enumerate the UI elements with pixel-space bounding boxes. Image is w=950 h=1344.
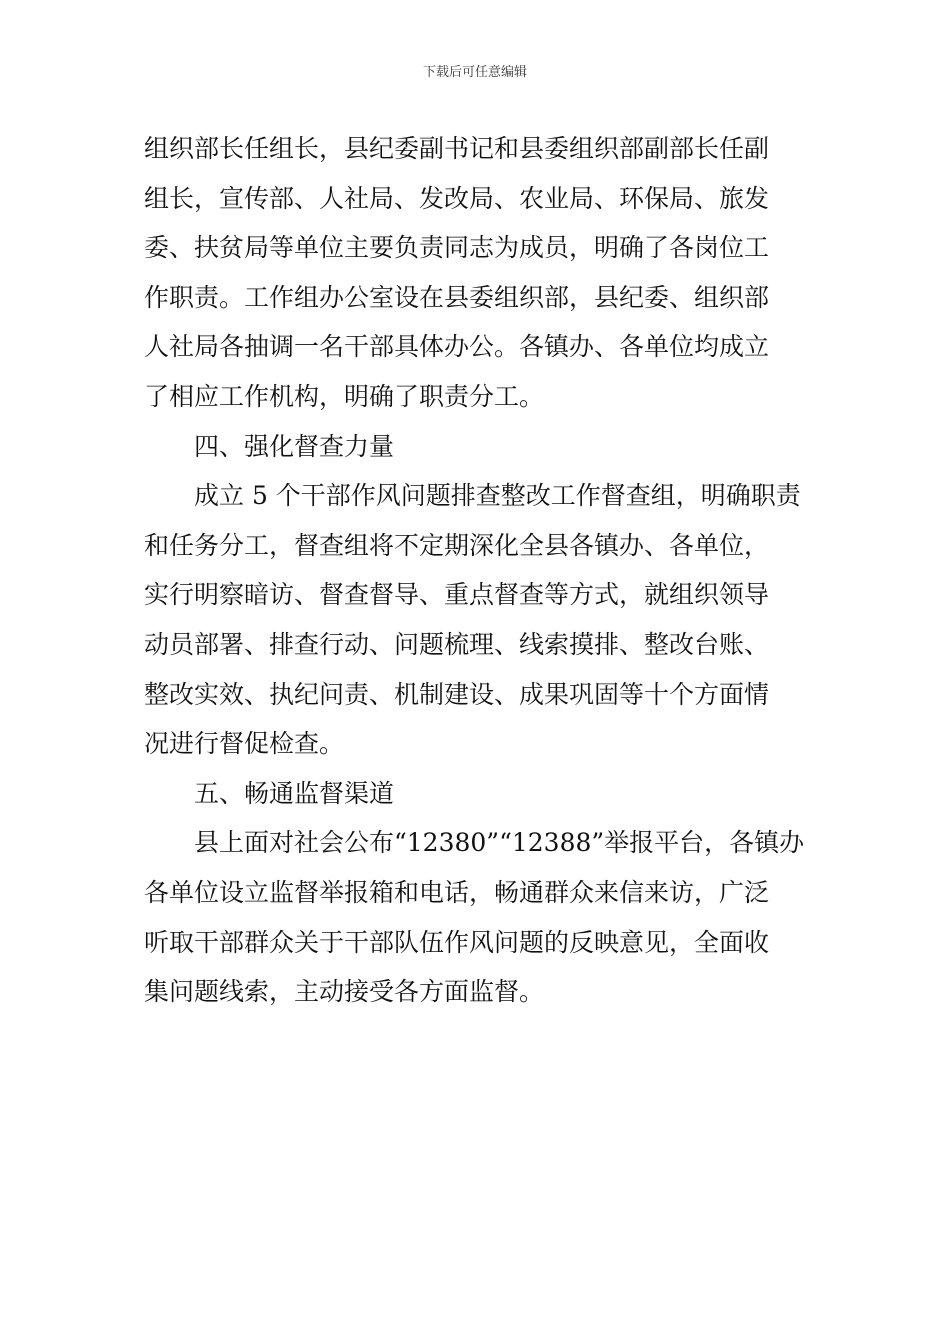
page-header-note: 下载后可任意编辑 [422, 65, 527, 80]
paragraph-line: 委、扶贫局等单位主要负责同志为成员，明确了各岗位工 [144, 233, 770, 263]
paragraph-line: 组长，宣传部、人社局、发改局、农业局、环保局、旅发 [144, 183, 770, 213]
paragraph-line: 和任务分工，督查组将不定期深化全县各镇办、各单位， [144, 530, 770, 560]
section-heading: 五、畅通监督渠道 [194, 778, 395, 808]
paragraph-line: 了相应工作机构，明确了职责分工。 [144, 381, 545, 411]
paragraph-line: 作职责。工作组办公室设在县委组织部，县纪委、组织部 [144, 282, 770, 312]
paragraph-line: 各单位设立监督举报箱和电话，畅通群众来信来访，广泛 [144, 877, 770, 907]
paragraph-line: 县上面对社会公布“12380”“12388”举报平台，各镇办 [194, 828, 805, 858]
section-heading: 四、强化督查力量 [194, 431, 395, 461]
paragraph-line: 集问题线索，主动接受各方面监督。 [144, 977, 545, 1007]
paragraph-line: 听取干部群众关于干部队伍作风问题的反映意见，全面收 [144, 927, 770, 957]
paragraph-line: 实行明察暗访、督查督导、重点督查等方式，就组织领导 [144, 580, 770, 610]
paragraph-line: 成立 5 个干部作风问题排查整改工作督查组，明确职责 [194, 481, 801, 511]
document-body [144, 124, 808, 1017]
paragraph-line: 组织部长任组长，县纪委副书记和县委组织部副部长任副 [144, 134, 770, 163]
paragraph-line: 况进行督促检查。 [144, 729, 345, 759]
paragraph-line: 整改实效、执纪问责、机制建设、成果巩固等十个方面情 [144, 679, 770, 709]
paragraph-line: 动员部署、排查行动、问题梳理、线索摸排、整改台账、 [144, 629, 770, 659]
paragraph-line: 人社局各抽调一名干部具体办公。各镇办、各单位均成立 [144, 332, 770, 362]
